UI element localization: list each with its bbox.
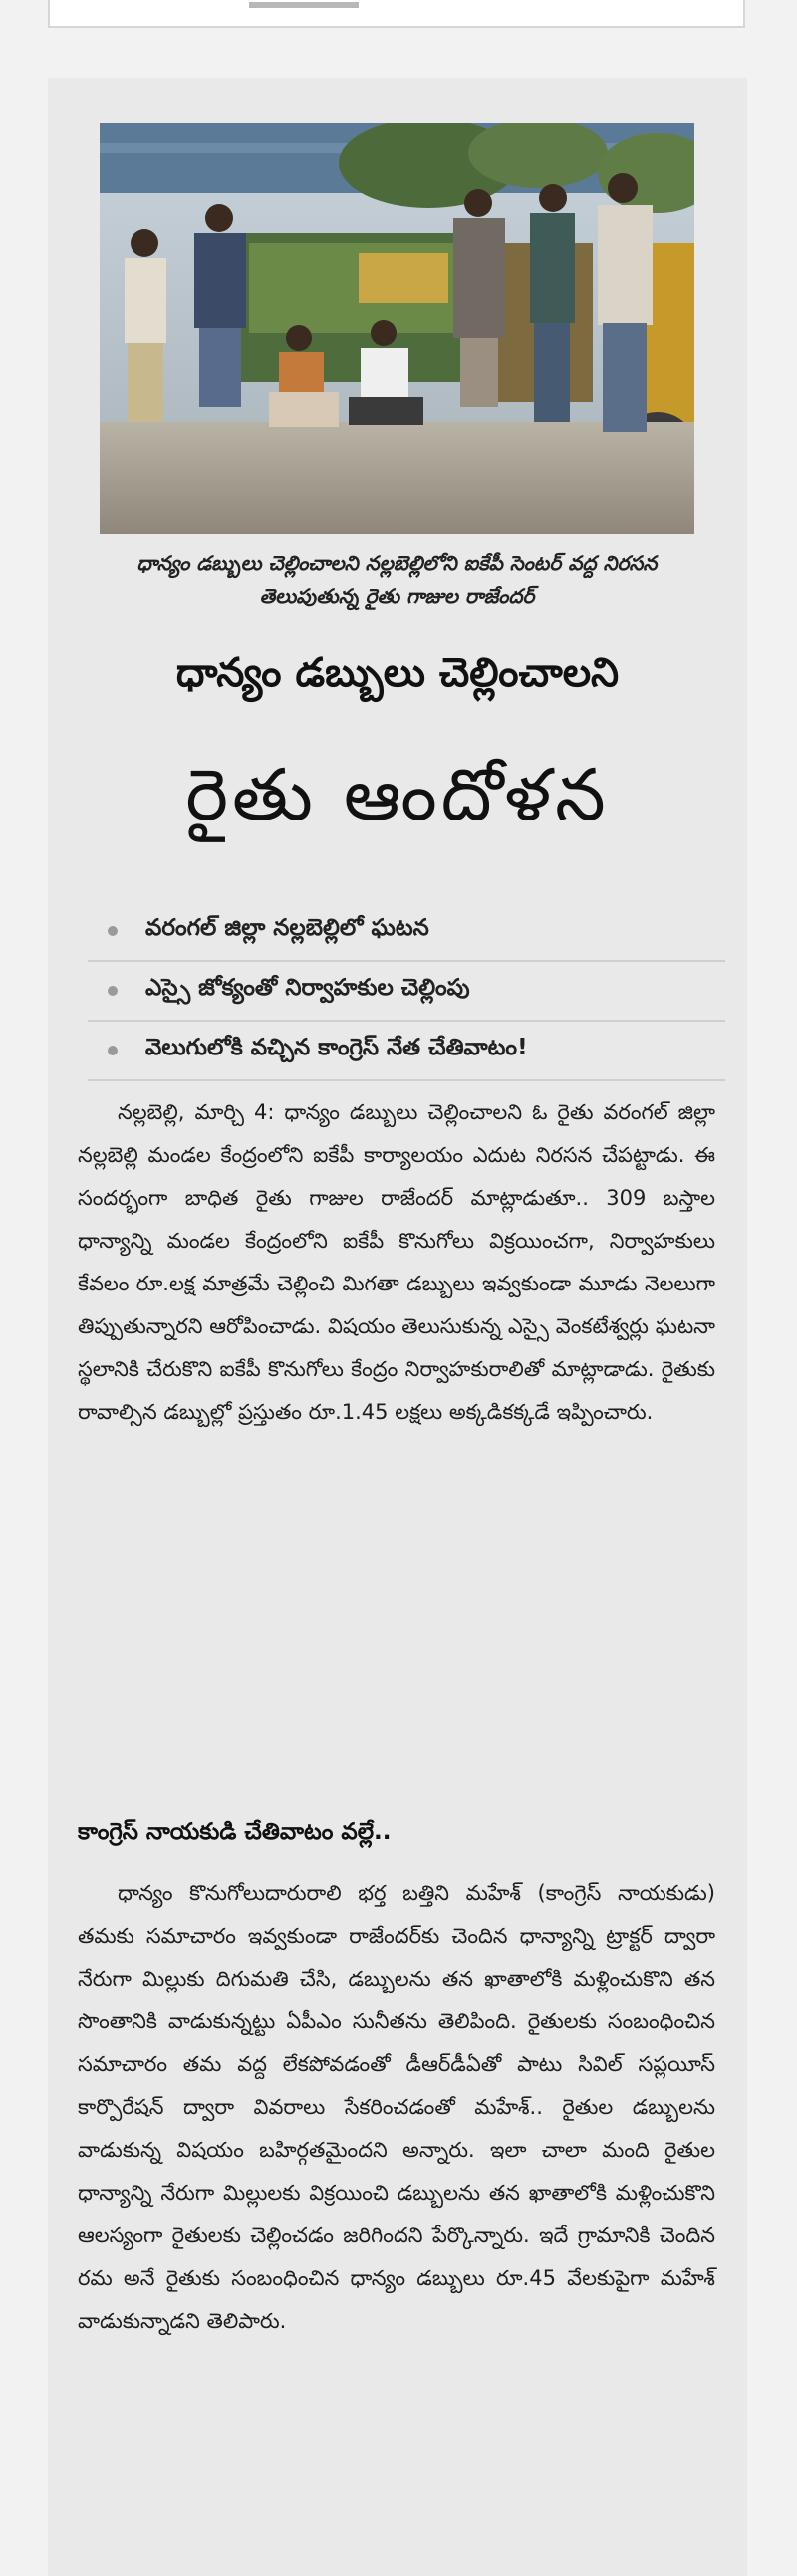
bullet-item bbox=[88, 902, 725, 962]
paragraph-1: నల్లబెల్లి, మార్చి 4: ధాన్యం డబ్బులు చెల్లించాలని ఓ రైతు వరంగల్ జిల్లా నల్లబెల్లి మండల కేంద్రంలోని ఐకేపీ కార్యాలయం ఎదుట నిరసన చేపట్టాడు. ఈ సందర్భంగా బాధిత రైతు గాజుల రాజేందర్ మాట్లాడుతూ.. 309 బస్తాల ధాన్యాన్ని మండల కేంద్రంలోని ఐకేపీ కొనుగోలు విక్రయించగా, నిర్వాహకులు కేవలం రూ.లక్ష మాత్రమే చెల్లించి మిగతా డబ్బులు ఇవ్వకుండా మూడు నెలలుగా తిప్పుతున్నారని ఆరోపించాడు. విషయం తెలుసుకున్న ఎస్సై వెంకటేశ్వర్లు ఘటనా స్థలానికి చేరుకొని ఐకేపీ కొనుగోలు కేంద్రం నిర్వాహకురాలితో మాట్లాడాడు. రైతుకు రావాల్సిన డబ్బుల్లో ప్రస్తుతం రూ.1.45 లక్షలు అక్కడికక్కడే ఇప్పించారు. bbox=[78, 1100, 715, 1424]
highlight-bullets bbox=[88, 902, 725, 1081]
headline-line-1: ధాన్యం డబ్బులు చెల్లించాలని bbox=[175, 650, 620, 696]
bullet-item bbox=[88, 962, 725, 1022]
bullet-dot-icon bbox=[108, 986, 118, 996]
bullet-text: ఎస్సై జోక్యంతో నిర్వాహకుల చెల్లింపు bbox=[145, 975, 470, 1001]
bullet-item bbox=[88, 1022, 725, 1081]
cropped-text-fragment bbox=[249, 2, 359, 8]
bullet-dot-icon bbox=[108, 1046, 118, 1055]
article-body-1 bbox=[78, 1091, 715, 1434]
news-article bbox=[48, 78, 747, 2576]
photo-illustration bbox=[100, 123, 694, 534]
headline-line-2: రైతు ఆందోళన bbox=[185, 753, 610, 836]
bullet-dot-icon bbox=[108, 926, 118, 936]
bullet-text: వరంగల్ జిల్లా నల్లబెల్లిలో ఘటన bbox=[145, 915, 429, 941]
previous-article-edge bbox=[48, 0, 745, 28]
article-body-2 bbox=[78, 1872, 715, 2343]
article-subhead: కాంగ్రెస్ నాయకుడి చేతివాటం వల్లే.. bbox=[78, 1819, 392, 1845]
news-photo bbox=[100, 123, 694, 534]
photo-caption: ధాన్యం డబ్బులు చెల్లించాలని నల్లబెల్లిలోని ఐకేపీ సెంటర్ వద్ద నిరసన తెలుపుతున్న రైతు గాజుల రాజేందర్ bbox=[136, 551, 658, 608]
paragraph-2: ధాన్యం కొనుగోలుదారురాలి భర్త బత్తిని మహేశ్ (కాంగ్రెస్ నాయకుడు) తమకు సమాచారం ఇవ్వకుండా రాజేందర్‌కు చెందిన ధాన్యాన్ని ట్రాక్టర్ ద్వారా నేరుగా మిల్లుకు దిగుమతి చేసి, డబ్బులను తన ఖాతాలోకి మళ్లించుకొని తన సొంతానికి వాడుకున్నట్టు ఏపీఎం సునీతను తెలిపింది. రైతులకు సంబంధించిన సమాచారం తమ వద్ద లేకపోవడంతో డీఆర్‌డీఏతో పాటు సివిల్ సప్లయీస్ కార్పొరేషన్ ద్వారా వివరాలు సేకరించడంతో మహేశ్.. రైతుల డబ్బులను వాడుకున్న విషయం బహిర్గతమైందని అన్నారు. ఇలా చాలా మంది రైతుల ధాన్యాన్ని నేరుగా మిల్లులకు విక్రయించి డబ్బులను తన ఖాతాలోకి మళ్లించుకొని ఆలస్యంగా రైతులకు చెల్లించడం జరిగిందని పేర్కొన్నారు. ఇదే గ్రామానికి చెందిన రమ అనే రైతుకు సంబంధించిన ధాన్యం డబ్బులు రూ.45 వేలకుపైగా మహేశ్ వాడుకున్నాడని తెలిపారు. bbox=[78, 1881, 715, 2333]
bullet-text: వెలుగులోకి వచ్చిన కాంగ్రెస్ నేత చేతివాటం! bbox=[145, 1035, 528, 1060]
